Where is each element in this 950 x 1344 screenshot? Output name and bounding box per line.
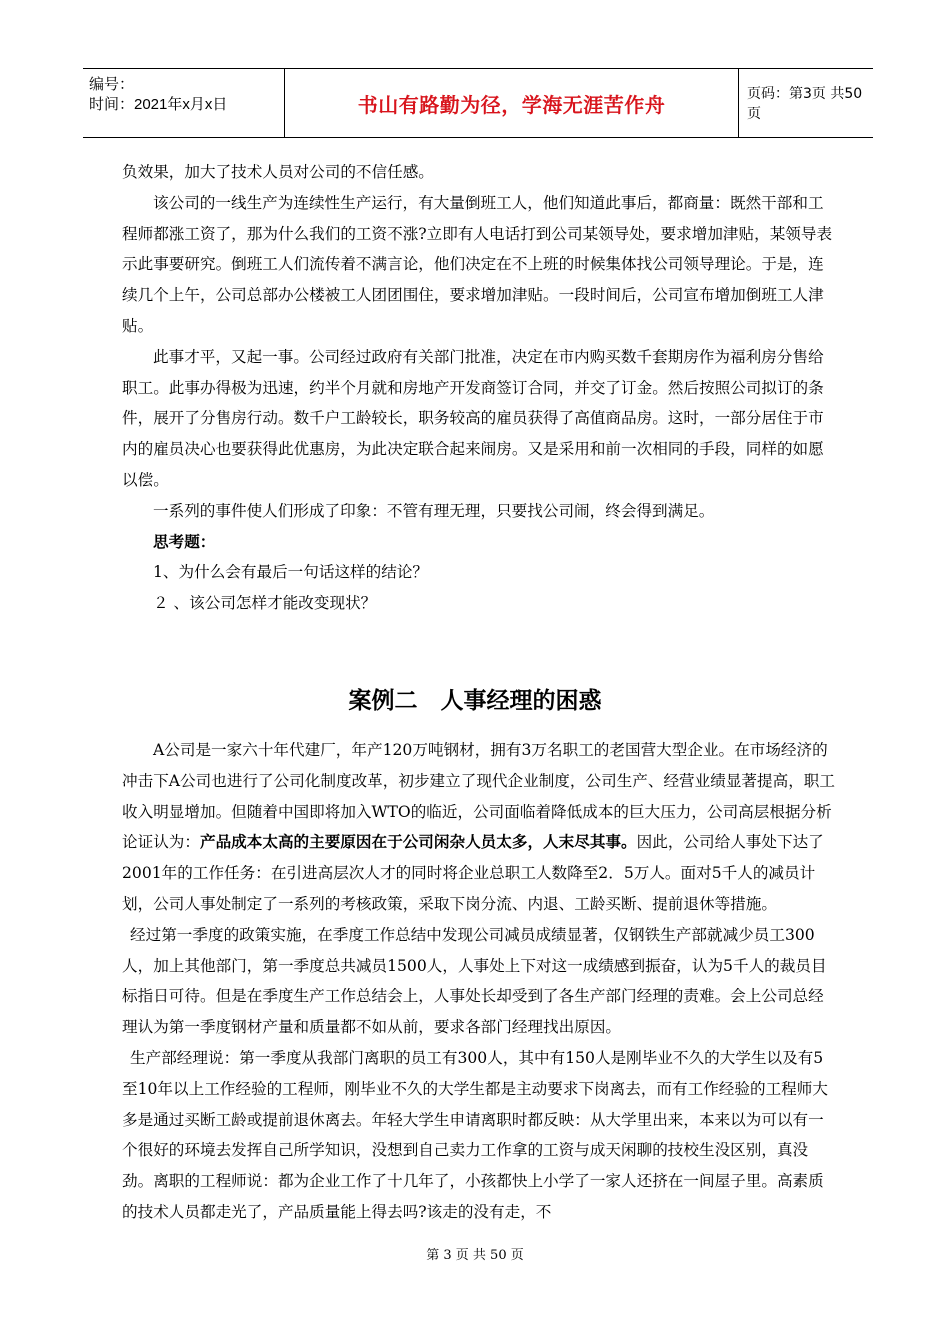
paragraph: 经过第一季度的政策实施，在季度工作总结中发现公司减员成绩显著，仅钢铁生产部就减少员工300人，加上其他部门，第一季度总共减员1500人，人事处上下对这一成绩感到振奋，认为5千人的裁员目标指日可待。但是在季度生产工作总结会上，人事处长却受到了各生产部门经理的责难。会上公司总经理认为第一季度钢材产量和质量都不如从前，要求各部门经理找出原因。 xyxy=(122,925,827,1037)
section-2 xyxy=(122,735,838,1228)
paragraph: 负效果，加大了技术人员对公司的不信任感。 xyxy=(122,163,434,181)
number-label: 编号： xyxy=(89,76,135,93)
question-item: 1、为什么会有最后一句话这样的结论？ xyxy=(153,563,429,582)
questions-heading: 思考题： xyxy=(153,531,216,551)
case-title: 案例二 人事经理的困惑 xyxy=(348,688,602,714)
header-motto: 书山有路勤为径，学海无涯苦作舟 xyxy=(285,69,739,137)
paragraph-text: 因此，公司给人事处下达了2001年的工作任务：在引进高层次人才的同时将企业总职工人数降至2．5万人。面对5千人的减员计划，公司人事处制定了一系列的考核政策，采取下岗分流、内退、工龄买断、提前退休等措施。 xyxy=(122,833,824,913)
paragraph: 此事才平，又起一事。公司经过政府有关部门批准，决定在市内购买数千套期房作为福利房分售给职工。此事办得极为迅速，约半个月就和房地产开发商签订合同，并交了订金。然后按照公司拟订的条件，展开了分售房行动。数千户工龄较长，职务较高的雇员获得了高值商品房。这时，一部分居住于市内的雇员决心也要获得此优惠房，为此决定联合起来闹房。又是采用和前一次相同的手段，同样的如愿以偿。 xyxy=(122,347,824,489)
paragraph: 生产部经理说：第一季度从我部门离职的员工有300人，其中有150人是刚毕业不久的大学生以及有5至10年以上工作经验的工程师，刚毕业不久的大学生都是主动要求下岗离去，而有工作经验的工程师大多是通过买断工龄或提前退休离去。年轻大学生申请离职时都反映：从大学里出来，本来以为可以有一个很好的环境去发挥自己所学知识，没想到自己卖力工作拿的工资与成天闲聊的技校生没区别，真没劲。离职的工程师说：都为企业工作了十几年了，小孩都快上小学了一家人还挤在一间屋子里。高素质的技术人员都走光了，产品质量能上得去吗?该走的没有走，不 xyxy=(122,1048,828,1221)
document-header xyxy=(83,68,873,138)
time-label: 时间：2021年x月x日 xyxy=(89,96,228,113)
bold-emphasis: 产品成本太高的主要原因在于公司闲杂人员太多，人末尽其事。 xyxy=(199,832,637,852)
question-item: ２ 、该公司怎样才能改变现状？ xyxy=(153,594,377,613)
paragraph: 该公司的一线生产为连续性生产运行，有大量倒班工人，他们知道此事后，都商量：既然干部和工程师都涨工资了，那为什么我们的工资不涨?立即有人电话打到公司某领导处，要求增加津贴，某领导表示此事要研究。倒班工人们流传着不满言论，他们决定在不上班的时候集体找公司领导理论。于是，连续几个上午，公司总部办公楼被工人团团围住，要求增加津贴。一段时间后，公司宣布增加倒班工人津贴。 xyxy=(122,193,833,335)
paragraph: 一系列的事件使人们形成了印象：不管有理无理，只要找公司闹，终会得到满足。 xyxy=(153,501,715,520)
section-1 xyxy=(122,157,838,619)
page-footer: 第 3 页 共 50 页 xyxy=(426,1248,524,1263)
header-meta xyxy=(83,69,285,137)
paragraph xyxy=(122,735,838,920)
paragraph-text: A公司是一家六十年代建厂，年产120万吨钢材，拥有3万名职工的老国营大型企业。在市场经济的冲击下A公司也进行了公司化制度改革，初步建立了现代企业制度，公司生产、经营业绩显著提高，职工收入明显增加。但随着中国即将加入WTO的临近，公司面临着降低成本的巨大压力，公司高层根据分析论证认为： xyxy=(122,741,835,852)
header-page-info: 页码：第3页 共50页 xyxy=(747,86,863,122)
